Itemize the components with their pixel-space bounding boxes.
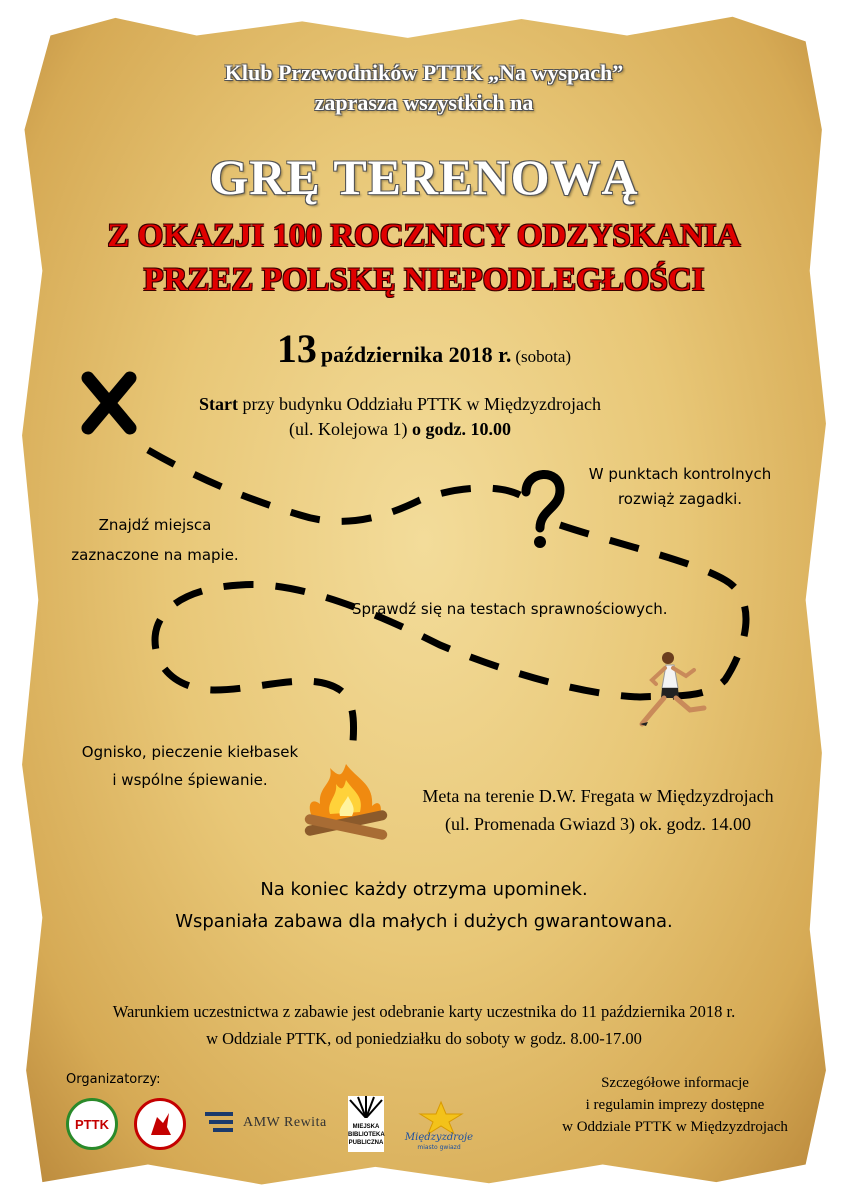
header-line-2: zaprasza wszystkich na [314, 90, 534, 115]
amw-logo-text: AMW Rewita [243, 1115, 327, 1130]
info-line-2: i regulamin imprezy dostępne [585, 1097, 765, 1113]
conditions-line-2: w Oddziale PTTK, od poniedziałku do soboty w godz. 8.00-17.00 [206, 1029, 642, 1048]
library-line-3: PUBLICZNA [348, 1140, 384, 1146]
library-rays-icon [348, 1096, 384, 1118]
organizers-label: Organizatorzy: [66, 1072, 161, 1087]
finish-note [378, 782, 818, 838]
bonfire-line-1: Ognisko, pieczenie kiełbasek [81, 743, 299, 761]
find-note [55, 510, 255, 570]
amw-rewita-logo [205, 1110, 327, 1136]
conditions-text [0, 998, 848, 1052]
closing-line-1: Na koniec każdy otrzyma upominek. [260, 879, 588, 900]
closing-line-2: Wspaniała zabawa dla małych i dużych gwarantowana. [175, 911, 673, 932]
miedzyzdroje-tagline: miasto gwiazd [417, 1144, 461, 1151]
find-line-2: zaznaczone na mapie. [71, 546, 239, 564]
subtitle-line-2: PRZEZ POLSKĘ NIEPODLEGŁOŚCI [143, 262, 705, 298]
griffin-icon [145, 1109, 175, 1139]
star-icon [416, 1100, 466, 1134]
library-line-2: BIBLIOTEKA [348, 1132, 385, 1138]
pttk-logo [66, 1098, 118, 1150]
info-line-1: Szczegółowe informacje [601, 1075, 749, 1091]
x-mark-icon [88, 378, 130, 428]
miedzyzdroje-logo [404, 1100, 474, 1152]
pttk-logo-text: PTTK [75, 1116, 109, 1132]
start-time: o godz. 10.00 [411, 419, 511, 439]
main-title: GRĘ TERENOWĄ [209, 149, 639, 205]
bonfire-line-2: i wspólne śpiewanie. [112, 771, 268, 789]
start-text: przy budynku Oddziału PTTK w Międzyzdrojach [238, 394, 601, 414]
conditions-line-1: Warunkiem uczestnictwa z zabawie jest odebranie karty uczestnika do 11 października 2018 r. [112, 1002, 736, 1021]
finish-line-1: Meta na terenie D.W. Fregata w Międzyzdrojach [422, 786, 774, 806]
closing-text [0, 874, 848, 938]
date-day: 13 [276, 326, 317, 371]
start-label: Start [199, 394, 239, 414]
checkpoints-line-1: W punktach kontrolnych [588, 465, 772, 483]
tests-note: Sprawdź się na testach sprawnościowych. [352, 600, 668, 618]
info-text [510, 1072, 840, 1138]
amw-logo-icon [205, 1110, 235, 1136]
library-line-1: MIEJSKA [352, 1124, 380, 1130]
finish-line-2: (ul. Promenada Gwiazd 3) ok. godz. 14.00 [445, 814, 751, 834]
date-weekday: (sobota) [515, 347, 572, 366]
subtitle-line-1: Z OKAZJI 100 ROCZNICY ODZYSKANIA [107, 218, 741, 254]
find-line-1: Znajdź miejsca [98, 516, 212, 534]
library-logo [348, 1096, 384, 1152]
info-line-3: w Oddziale PTTK w Międzyzdrojach [562, 1119, 788, 1135]
runner-icon [638, 650, 708, 730]
bonfire-note [60, 738, 320, 794]
checkpoints-line-2: rozwiąż zagadki. [617, 490, 743, 508]
start-address: (ul. Kolejowa 1) [289, 419, 412, 439]
guides-club-logo [134, 1098, 186, 1150]
checkpoints-note [555, 462, 805, 512]
date-month-year: października 2018 r. [320, 342, 512, 367]
header-line-1: Klub Przewodników PTTK „Na wyspach” [224, 60, 624, 85]
miedzyzdroje-text: Międzyzdroje [404, 1132, 474, 1143]
